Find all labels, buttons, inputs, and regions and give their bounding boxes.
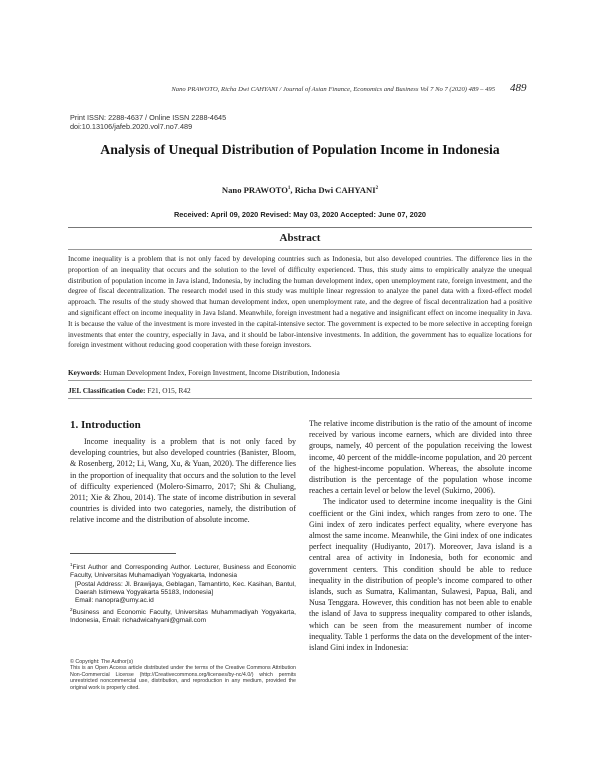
author-separator: , <box>290 185 295 195</box>
footnote-2-text: Business and Economic Faculty, Universitas Muhammadiyah Yogyakarta, Indonesia, Email: richadwicahyani@gmail.com <box>70 608 296 625</box>
article-title: Analysis of Unequal Distribution of Population Income in Indonesia <box>100 142 500 157</box>
jel-label: JEL Classification Code: <box>68 386 146 395</box>
abstract-heading: Abstract <box>279 232 321 244</box>
page-number: 489 <box>510 82 527 94</box>
keywords-line <box>68 368 532 377</box>
running-header: Nano PRAWOTO, Richa Dwi CAHYANI / Journal of Asian Finance, Economics and Business Vol 7 No 7 (2020) 489 – 495 <box>171 86 495 93</box>
footnotes <box>70 561 296 625</box>
footnote-mark-1: 1 <box>70 562 73 567</box>
issn-block <box>70 113 226 132</box>
keywords-text: : Human Development Index, Foreign Investment, Income Distribution, Indonesia <box>99 368 340 377</box>
author-line <box>100 185 500 195</box>
doi-line[interactable]: doi:10.13106/jafeb.2020.vol7.no7.489 <box>70 122 193 132</box>
author-name-2: Richa Dwi CAHYANI <box>294 185 376 195</box>
keywords-label: Keywords <box>68 368 100 377</box>
divider-abstract <box>68 249 532 250</box>
license-text: This is an Open Access article distributed under the terms of the Creative Commons Attribution Non-Commercial License (http://Creativecommons.org/licenses/by-nc/4.0/) which permits unrestricted noncommercial use, distribution, and reproduction in any medium, provided the original work is properly cited. <box>70 665 296 691</box>
jel-codes: F21, O15, R42 <box>145 386 191 395</box>
divider-top <box>68 227 532 228</box>
divider-jel <box>68 398 532 399</box>
author-affiliation-mark-1: 1 <box>287 186 291 192</box>
intro-column-right <box>309 418 532 653</box>
author-name-1: Nano PRAWOTO <box>221 185 288 195</box>
license-block <box>70 659 296 691</box>
divider-keywords <box>68 380 532 381</box>
intro-paragraph-right-2: The indicator used to determine income inequality is the Gini coefficient or the Gini index, which ranges from zero to one. The Gini index of zero indicates perfect equality, where everyone has almost the same income. Meanwhile, the Gini index of one indicates perfect inequality (Hudiyanto, 2017). Moreover, Java island is a central area of activity in Indonesia, both for economic and government centers. This condition should be able to reduce inequality in the distribution of people’s income compared to other islands, such as Sumatra, Kalimantan, Sulawesi, Papua, Bali, and Nusa Tenggara. However, this condition has not been able to enable the island of Java to suppress inequality compared to other islands, which can be seen from the measurement number of income inequality. Table 1 performs the data on the development of the inter-island Gini index in Indonesia: <box>309 497 532 653</box>
footnote-1-email[interactable]: Email: nanopra@umy.ac.id <box>75 597 154 605</box>
author-affiliation-mark-2: 2 <box>375 186 379 192</box>
footnote-1-text: First Author and Corresponding Author. Lecturer, Business and Economic Faculty, Universitas Muhamadiyah Yogyakarta, Indonesia <box>70 564 296 580</box>
intro-paragraph-right-1: The relative income distribution is the ratio of the amount of income received by various income earners, which are divided into three groups, namely, 40 percent of the population receiving the lowest income, 40 percent of the middle-income population, and 20 percent of the highest-income population. Whereas, the absolute income distribution is the percentage of the population whose income reaches a certain level or below the level (Sukirno, 2006). <box>309 419 532 496</box>
footnote-1-address: [Postal Address: Jl. Brawijaya, Geblagan, Tamantirto, Kec. Kasihan, Bantul, Daerah Istimewa Yogyakarta 55183, Indonesia] <box>75 580 296 597</box>
submission-dates: Received: April 09, 2020 Revised: May 03, 2020 Accepted: June 07, 2020 <box>173 210 427 219</box>
abstract-body: Income inequality is a problem that is not only faced by developing countries such as Indonesia, but also developed countries. The difference lies in the proportion of an inequality that occurs and the solution to the level of difficulty experienced. Thus, this study aims to empirically analyze the unequal distribution of population income in Java island, Indonesia, by including the human development index, open unemployment rate, foreign investment, and the degree of fiscal decentralization. The research model used in this study was multiple linear regression to analyze the panel data with a fixed-effect model approach. The results of the study showed that human development index, open unemployment rate, and the degree of fiscal decentralization had a positive and significant effect on income inequality in Java Island. Meanwhile, foreign investment had a negative and insignificant effect on income inequality in Java. It is because the value of the investment is more invested in the capital-intensive sector. The government is expected to be more selective in accepting foreign investments that enter the country, especially in Java, and it should be labor-intensive investments. In addition, the government has to equalize locations for foreign investment without reducing good cooperation with these foreign investors. <box>68 254 532 350</box>
issn-line: Print ISSN: 2288-4637 / Online ISSN 2288-4645 <box>70 113 227 122</box>
footnote-1 <box>70 561 296 581</box>
footnote-mark-2: 2 <box>70 606 73 612</box>
jel-line <box>68 386 532 395</box>
footnote-separator <box>70 553 176 554</box>
intro-paragraph-left: Income inequality is a problem that is not only faced by developing countries, but also developed countries (Banister, Bloom, & Rosenberg, 2012; Li, Wang, Xu, & Yuan, 2020). The difference lies in the proportion of inequality that occurs and the solution to the level of difficulty experienced (Molero-Simarro, 2017; Shi & Chuliang, 2011; Xie & Zhou, 2014). The state of income distribution in several countries is divided into two categories, namely, the distribution of relative income and the distribution of absolute income. <box>70 437 296 525</box>
footnote-2 <box>70 606 296 626</box>
copyright-line: © Copyright: The Author(s) <box>70 659 133 665</box>
section-heading-introduction: 1. Introduction <box>70 419 141 431</box>
